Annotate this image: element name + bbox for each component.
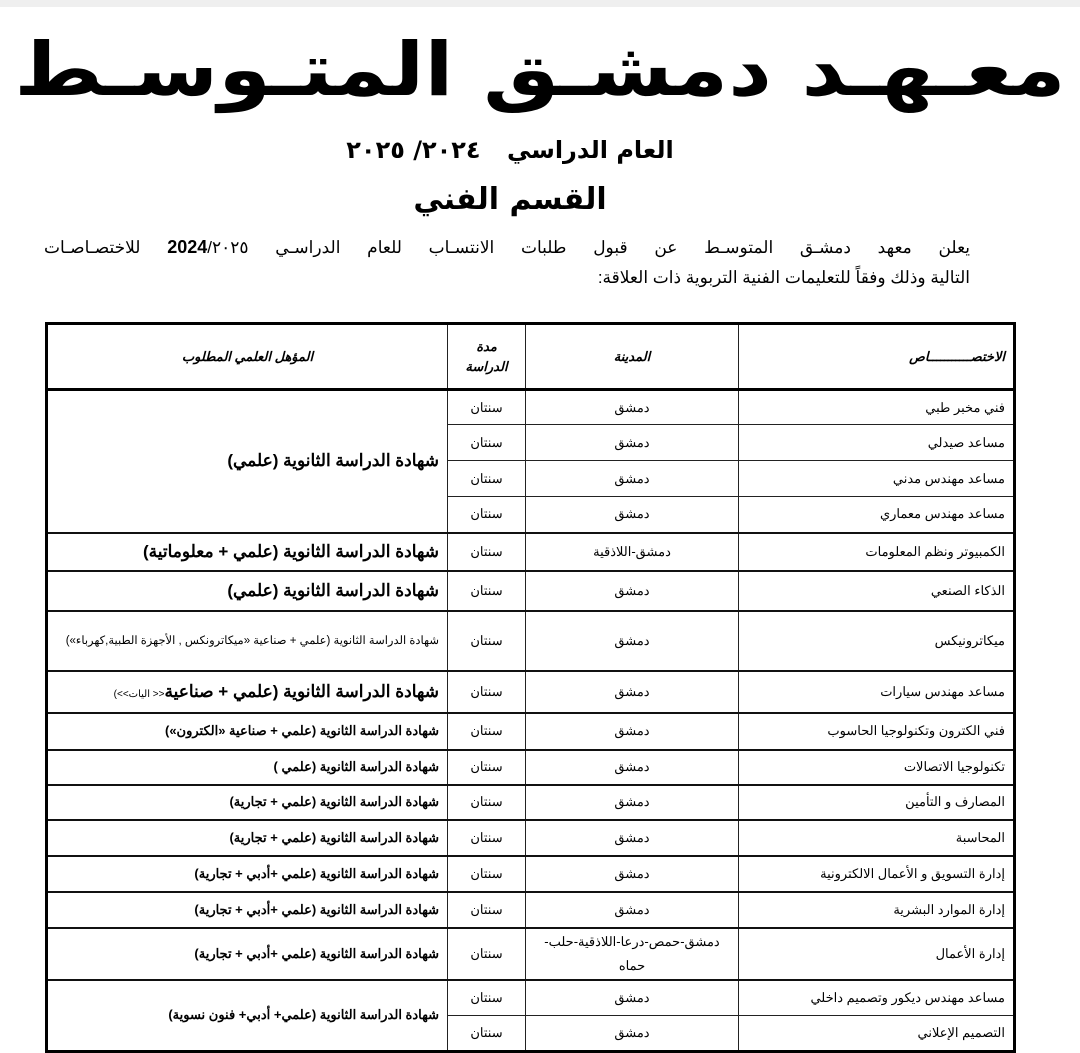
cell-city: دمشق-حمص-درعا-اللاذقية-حلب-حماه	[526, 928, 739, 980]
cell-specialization: مساعد مهندس سيارات	[739, 671, 1015, 713]
table-row	[47, 856, 1015, 892]
cell-specialization: الذكاء الصنعي	[739, 571, 1015, 611]
cell-duration: سنتان	[448, 571, 526, 611]
table-row	[47, 611, 1015, 671]
cell-duration: سنتان	[448, 892, 526, 928]
header-duration	[448, 324, 526, 390]
announcement-line-1	[44, 232, 970, 263]
cell-qualification: شهادة الدراسة الثانوية (علمي + معلوماتية)	[47, 533, 448, 571]
cell-qualification: شهادة الدراسة الثانوية (علمي + تجارية)	[47, 820, 448, 856]
academic-year	[0, 132, 1020, 168]
department-title: القسم الفني	[413, 182, 607, 217]
cell-qualification-merged: شهادة الدراسة الثانوية (علمي)	[47, 390, 448, 533]
cell-specialization: إدارة الموارد البشرية	[739, 892, 1015, 928]
cell-city: دمشق	[526, 785, 739, 820]
cell-city: دمشق	[526, 390, 739, 425]
cell-city: دمشق	[526, 671, 739, 713]
cell-duration: سنتان	[448, 497, 526, 533]
cell-duration: سنتان	[448, 928, 526, 980]
cell-qualification: شهادة الدراسة الثانوية (علمي + صناعية «الكترون»)	[47, 713, 448, 750]
table-row	[47, 713, 1015, 750]
header-specialization: الاختصـــــــــــاص	[739, 324, 1015, 390]
cell-qualification: شهادة الدراسة الثانوية (علمي +أدبي + تجارية)	[47, 856, 448, 892]
qualification-text: شهادة الدراسة الثانوية (علمي + صناعية	[164, 681, 439, 701]
table-row	[47, 571, 1015, 611]
cell-duration: سنتان	[448, 390, 526, 425]
table-row	[47, 671, 1015, 713]
cell-duration: سنتان	[448, 785, 526, 820]
cell-duration: سنتان	[448, 611, 526, 671]
cell-qualification	[47, 671, 448, 713]
academic-year-label: العام الدراسي	[506, 136, 674, 164]
cell-qualification: شهادة الدراسة الثانوية (علمي)	[47, 571, 448, 611]
table-row	[47, 892, 1015, 928]
cell-duration: سنتان	[448, 980, 526, 1016]
header-duration-line1: مدة	[476, 338, 497, 354]
cell-city: دمشق	[526, 820, 739, 856]
cell-city: دمشق	[526, 461, 739, 497]
table-row	[47, 750, 1015, 785]
cell-specialization: فني الكترون وتكنولوجيا الحاسوب	[739, 713, 1015, 750]
academic-year-value: ٢٠٢٤/ ٢٠٢٥	[346, 136, 481, 164]
cell-specialization: المحاسبة	[739, 820, 1015, 856]
cell-city: دمشق	[526, 1016, 739, 1052]
announcement-paragraph	[44, 232, 970, 293]
cell-specialization: المصارف و التأمين	[739, 785, 1015, 820]
table-row	[47, 785, 1015, 820]
cell-duration: سنتان	[448, 856, 526, 892]
announcement-text-end: /٢٠٢٥ للاختصـاصـات	[44, 238, 249, 257]
cell-specialization: إدارة التسويق و الأعمال الالكترونية	[739, 856, 1015, 892]
cell-qualification: شهادة الدراسة الثانوية (علمي +أدبي + تجارية)	[47, 892, 448, 928]
cell-duration: سنتان	[448, 820, 526, 856]
announcement-year: 2024	[167, 237, 208, 257]
cell-qualification: شهادة الدراسة الثانوية (علمي +أدبي + تجارية)	[47, 928, 448, 980]
cell-duration: سنتان	[448, 1016, 526, 1052]
cell-duration: سنتان	[448, 671, 526, 713]
cell-duration: سنتان	[448, 750, 526, 785]
cell-city: دمشق	[526, 497, 739, 533]
cell-duration: سنتان	[448, 713, 526, 750]
announcement-text: يعلن معهد دمشـق المتوسـط عن قبول طلبات الانتسـاب للعام الدراسـي	[248, 238, 970, 257]
cell-specialization: مساعد صيدلي	[739, 425, 1015, 461]
header-duration-line2: الدراسة	[465, 358, 508, 374]
cell-specialization: تكنولوجيا الاتصالات	[739, 750, 1015, 785]
table-row	[47, 980, 1015, 1016]
cell-city: دمشق	[526, 980, 739, 1016]
cell-city: دمشق	[526, 611, 739, 671]
table-row	[47, 820, 1015, 856]
qualification-suffix: << اليات>>)	[113, 688, 165, 700]
cell-specialization: التصميم الإعلاني	[739, 1016, 1015, 1052]
announcement-line-2: التالية وذلك وفقاً للتعليمات الفنية التربوية ذات العلاقة:	[597, 268, 970, 287]
header-qualification: المؤهل العلمي المطلوب	[47, 324, 448, 390]
cell-specialization: مساعد مهندس ديكور وتصميم داخلي	[739, 980, 1015, 1016]
cell-qualification: شهادة الدراسة الثانوية (علمي )	[47, 750, 448, 785]
cell-duration: سنتان	[448, 461, 526, 497]
cell-specialization: فني مخبر طبي	[739, 390, 1015, 425]
table-row	[47, 390, 1015, 425]
cell-city: دمشق	[526, 892, 739, 928]
cell-specialization: مساعد مهندس معماري	[739, 497, 1015, 533]
cell-city: دمشق-اللاذقية	[526, 533, 739, 571]
table-header-row	[47, 324, 1015, 390]
table-row	[47, 928, 1015, 980]
cell-city: دمشق	[526, 425, 739, 461]
cell-city: دمشق	[526, 571, 739, 611]
cell-specialization: إدارة الأعمال	[739, 928, 1015, 980]
cell-city: دمشق	[526, 856, 739, 892]
top-edge-bar	[0, 0, 1080, 7]
specializations-table	[45, 322, 1016, 1053]
cell-qualification: شهادة الدراسة الثانوية (علمي + صناعية «ميكاترونكس , الأجهزة الطبية,كهرباء»)	[47, 611, 448, 671]
institute-title: معـهـد دمشـق المتـوسـط	[14, 27, 1066, 113]
cell-specialization: مساعد مهندس مدني	[739, 461, 1015, 497]
cell-city: دمشق	[526, 713, 739, 750]
cell-qualification: شهادة الدراسة الثانوية (علمي + تجارية)	[47, 785, 448, 820]
cell-duration: سنتان	[448, 533, 526, 571]
cell-specialization: الكمبيوتر ونظم المعلومات	[739, 533, 1015, 571]
cell-qualification-merged: شهادة الدراسة الثانوية (علمي+ أدبي+ فنون نسوية)	[47, 980, 448, 1052]
cell-specialization: ميكاترونيكس	[739, 611, 1015, 671]
table-row	[47, 533, 1015, 571]
cell-city: دمشق	[526, 750, 739, 785]
cell-duration: سنتان	[448, 425, 526, 461]
header-city: المدينة	[526, 324, 739, 390]
